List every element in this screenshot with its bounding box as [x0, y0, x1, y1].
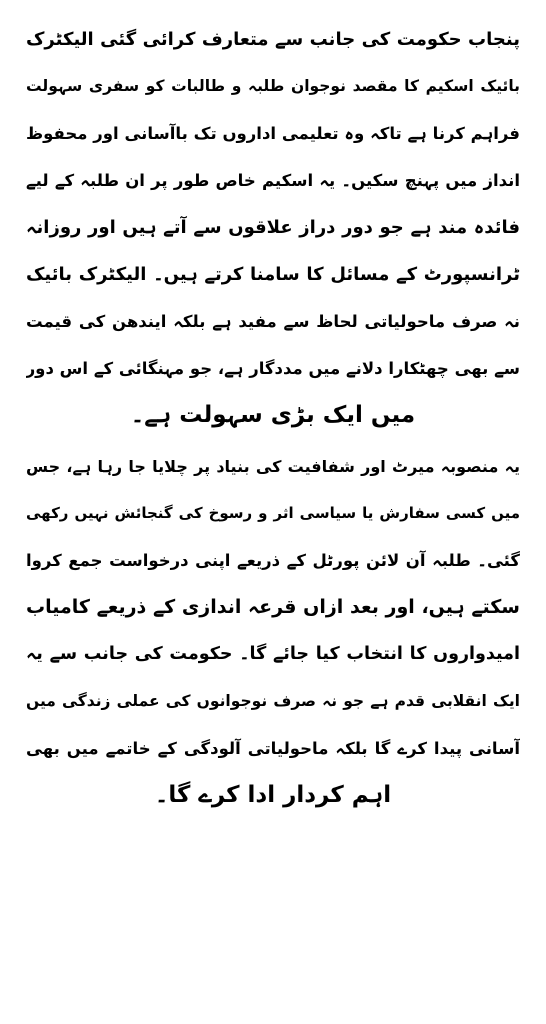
text-line: میں کسی سفارش یا سیاسی اثر و رسوخ کی گنجائش نہیں رکھی	[26, 504, 520, 522]
text-line: سے بھی چھٹکارا دلانے میں مددگار ہے، جو مہنگائی کے اس دور	[26, 359, 520, 378]
text-line: انداز میں پہنچ سکیں۔ یہ اسکیم خاص طور پر ان طلبہ کے لیے	[26, 171, 520, 190]
text-line: گئی۔ طلبہ آن لائن پورٹل کے ذریعے اپنی درخواست جمع کروا	[26, 551, 520, 570]
text-line: آسانی پیدا کرے گا بلکہ ماحولیاتی آلودگی کے خاتمے میں بھی	[26, 739, 520, 758]
text-line: یہ منصوبہ میرٹ اور شفافیت کی بنیاد پر چلایا جا رہا ہے، جس	[26, 457, 520, 476]
paragraph-merit-and-transparency	[26, 443, 520, 819]
text-line: امیدواروں کا انتخاب کیا جائے گا۔ حکومت کی جانب سے یہ	[26, 644, 520, 664]
text-line: فراہم کرنا ہے تاکہ وہ تعلیمی اداروں تک باآسانی اور محفوظ	[26, 124, 520, 143]
text-line: میں ایک بڑی سہولت ہے۔	[130, 402, 416, 428]
article-body	[26, 16, 520, 819]
text-line: فائدہ مند ہے جو دور دراز علاقوں سے آتے ہیں اور روزانہ	[26, 217, 520, 238]
text-line: بائیک اسکیم کا مقصد نوجوان طلبہ و طالبات کو سفری سہولت	[26, 77, 520, 95]
text-line: اہم کردار ادا کرے گا۔	[154, 782, 392, 808]
text-line: پنجاب حکومت کی جانب سے متعارف کرائی گئی الیکٹرک	[26, 29, 520, 50]
text-line: نہ صرف ماحولیاتی لحاظ سے مفید ہے بلکہ ایندھن کی قیمت	[26, 312, 520, 331]
text-line: ایک انقلابی قدم ہے جو نہ صرف نوجوانوں کی عملی زندگی میں	[26, 692, 520, 710]
text-line: سکتے ہیں، اور بعد ازاں قرعہ اندازی کے ذریعے کامیاب	[26, 596, 520, 618]
paragraph-electric-bike-scheme	[26, 16, 520, 439]
text-line: ٹرانسپورٹ کے مسائل کا سامنا کرتے ہیں۔ الیکٹرک بائیک	[26, 264, 520, 285]
